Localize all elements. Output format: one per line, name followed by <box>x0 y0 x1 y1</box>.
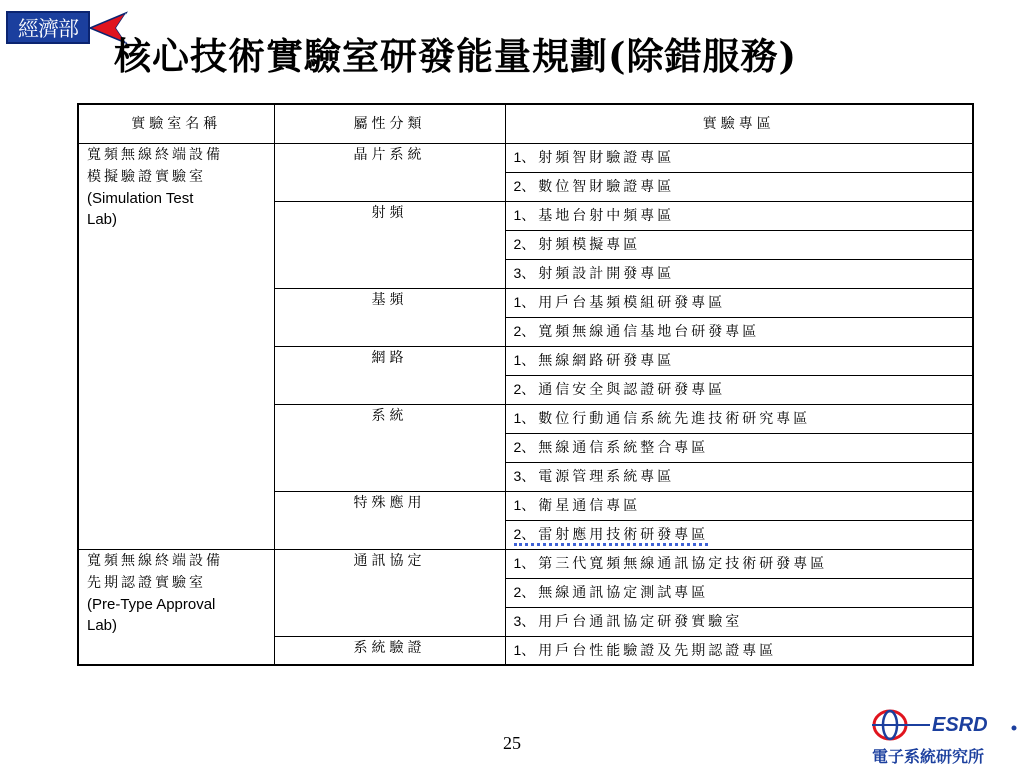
category-cell: 特殊應用 <box>274 491 505 549</box>
page-title: 核心技術實驗室研發能量規劃(除錯服務) <box>114 34 798 78</box>
esrd-logo-text: ESRD <box>932 714 988 736</box>
zone-cell: 2、射頻模擬專區 <box>505 230 973 259</box>
zone-cell: 1、第三代寬頻無線通訊協定技術研發專區 <box>505 549 973 578</box>
zone-cell: 3、射頻設計開發專區 <box>505 259 973 288</box>
category-cell: 系統 <box>274 404 505 491</box>
header-category: 屬性分類 <box>274 104 505 143</box>
lab-name-cell <box>78 549 274 665</box>
category-cell: 基頻 <box>274 288 505 346</box>
lab-name-en-line: Lab) <box>87 210 118 228</box>
org-name: 電子系統研究所 <box>872 747 985 766</box>
dotted-highlight-text: 2、雷射應用技術研發專區 <box>514 527 709 546</box>
zone-cell: 1、數位行動通信系統先進技術研究專區 <box>505 404 973 433</box>
zone-cell: 1、基地台射中頻專區 <box>505 201 973 230</box>
category-cell: 系統驗證 <box>274 636 505 665</box>
zone-cell: 1、衛星通信專區 <box>505 491 973 520</box>
zone-cell: 2、通信安全與認證研發專區 <box>505 375 973 404</box>
moea-logo-text: 經濟部 <box>18 16 78 41</box>
lab-name-zh-line: 模擬驗證實驗室 <box>87 168 206 185</box>
lab-name-en-line: (Pre-Type Approval <box>87 595 216 613</box>
zone-cell <box>505 520 973 549</box>
table-row <box>78 143 973 172</box>
zone-cell: 3、用戶台通訊協定研發實驗室 <box>505 607 973 636</box>
moea-logo <box>6 11 90 44</box>
category-cell: 網路 <box>274 346 505 404</box>
category-cell: 射頻 <box>274 201 505 288</box>
lab-name-en-line: (Simulation Test <box>87 189 194 207</box>
zone-cell: 2、數位智財驗證專區 <box>505 172 973 201</box>
header-lab-name: 實驗室名稱 <box>78 104 274 143</box>
zone-cell: 1、用戶台基頻模組研發專區 <box>505 288 973 317</box>
page-number: 25 <box>503 733 521 753</box>
lab-name-cell <box>78 143 274 549</box>
table-header-row <box>78 104 973 143</box>
lab-name-en-line: Lab) <box>87 616 118 634</box>
zone-cell: 2、無線通信系統整合專區 <box>505 433 973 462</box>
lab-name-zh-line: 先期認證實驗室 <box>87 574 206 591</box>
zone-cell: 1、用戶台性能驗證及先期認證專區 <box>505 636 973 665</box>
lab-name-zh-line: 寬頻無線終端設備 <box>87 552 223 569</box>
zone-cell: 2、寬頻無線通信基地台研發專區 <box>505 317 973 346</box>
category-cell: 晶片系統 <box>274 143 505 201</box>
zone-cell: 3、電源管理系統專區 <box>505 462 973 491</box>
lab-plan-table <box>77 103 974 666</box>
lab-name-zh-line: 寬頻無線終端設備 <box>87 146 223 163</box>
header-zone: 實驗專區 <box>505 104 973 143</box>
table-row <box>78 549 973 578</box>
category-cell: 通訊協定 <box>274 549 505 636</box>
zone-cell: 1、射頻智財驗證專區 <box>505 143 973 172</box>
zone-cell: 2、無線通訊協定測試專區 <box>505 578 973 607</box>
zone-cell: 1、無線網路研發專區 <box>505 346 973 375</box>
